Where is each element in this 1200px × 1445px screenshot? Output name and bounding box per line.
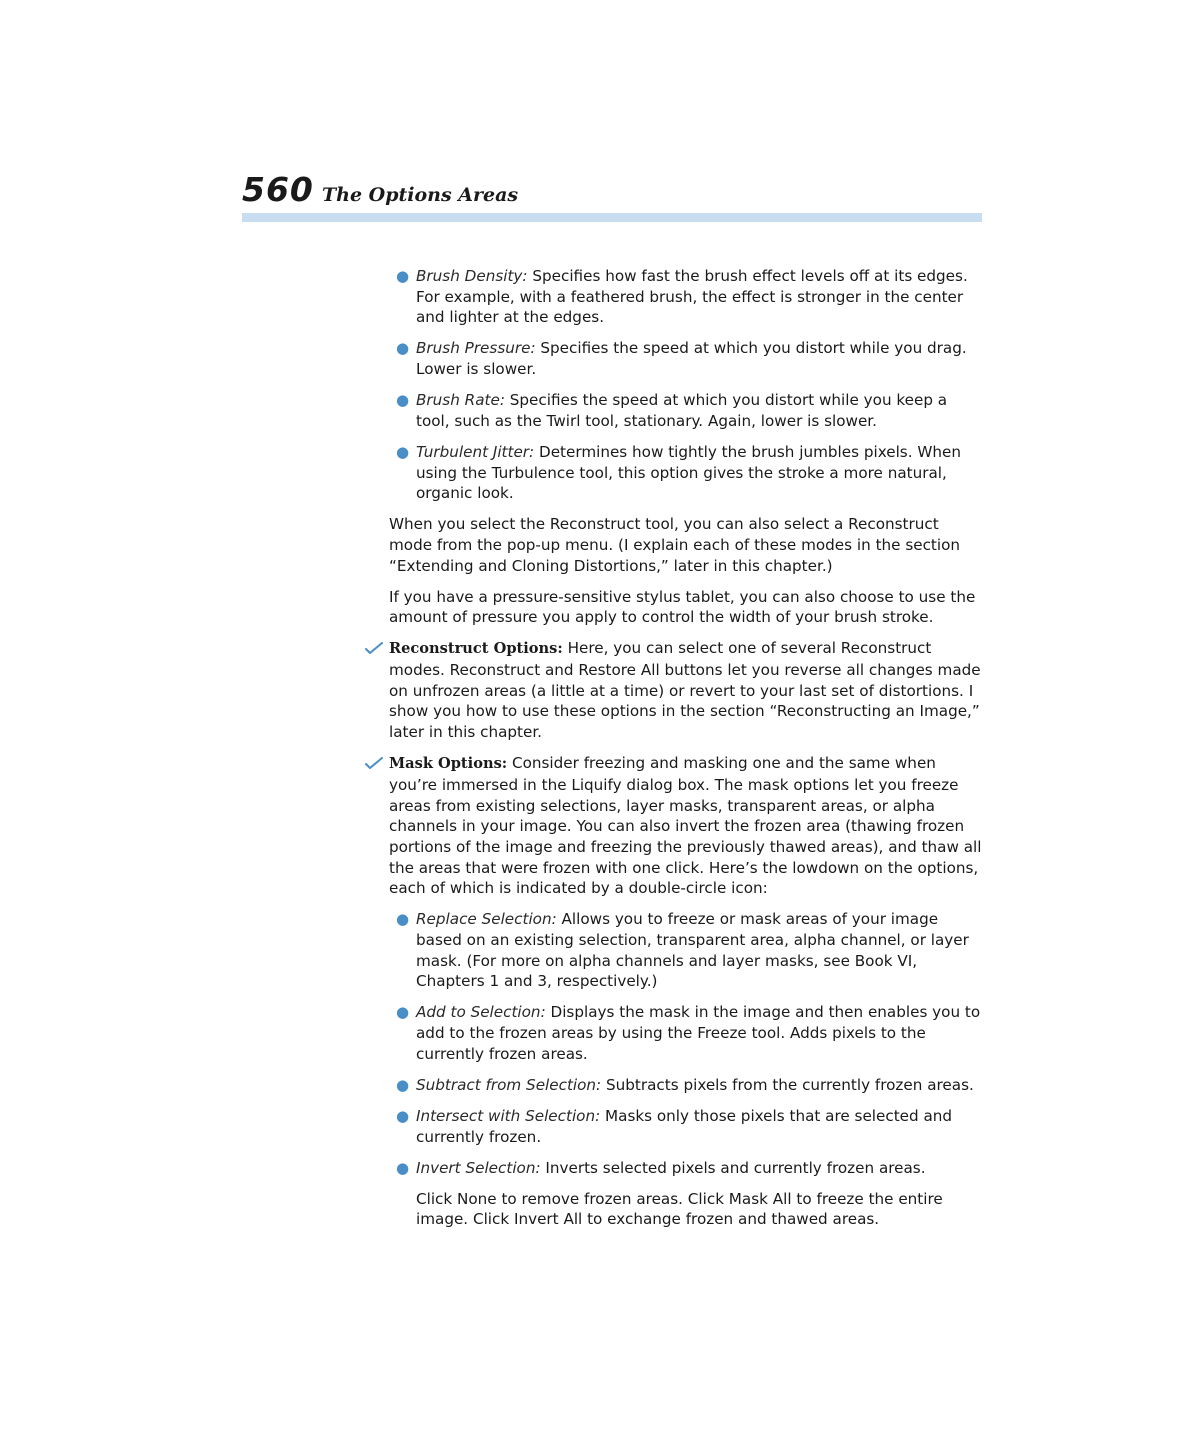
round-bullet-icon: ● [396, 339, 410, 358]
term-label: Brush Rate: [416, 391, 505, 410]
check-mark-icon [365, 642, 383, 654]
closing-paragraph: Click None to remove frozen areas. Click Mask All to freeze the entire image. Click Invert All to exchange frozen and thawed areas. [416, 1189, 943, 1229]
list-item [365, 390, 983, 431]
list-item [365, 442, 983, 504]
list-item [365, 909, 983, 992]
header-rule [242, 213, 982, 222]
term-description: Displays the mask in the image and then enables you to add to the frozen areas by using the Freeze tool. Adds pixels to the currently frozen areas. [416, 1003, 981, 1063]
term-description: Specifies the speed at which you distort while you keep a tool, such as the Twirl tool, stationary. Again, lower is slower. [416, 391, 948, 430]
term-label: Replace Selection: [416, 910, 557, 929]
body-paragraph: When you select the Reconstruct tool, you can also select a Reconstruct mode from the pop-up menu. (I explain each of these modes in the section “Extending and Cloning Distortions,” later in this chapter.) [389, 515, 961, 575]
round-bullet-icon: ● [396, 442, 410, 461]
term-label: Subtract from Selection: [416, 1075, 602, 1094]
term-label: Add to Selection: [416, 1003, 546, 1022]
round-bullet-icon: ● [396, 267, 410, 285]
term-label: Turbulent Jitter: [416, 442, 535, 461]
round-bullet-icon: ● [396, 391, 410, 410]
check-mark-icon [365, 757, 383, 769]
term-description: Inverts selected pixels and currently frozen areas. [545, 1158, 926, 1177]
round-bullet-icon: ● [396, 1075, 410, 1094]
term-label: Intersect with Selection: [416, 1106, 601, 1125]
term-description: Specifies the speed at which you distort while you drag. Lower is slower. [416, 339, 967, 379]
round-bullet-icon: ● [396, 1158, 410, 1177]
term-description: Consider freezing and masking one and the same when you’re immersed in the Liquify dialog box. The mask options let you freeze areas from existing selections, layer masks, transparent areas, or alpha channels in your image. You can also invert the frozen area (thawing frozen portions of the image and freezing the previously thawed areas), and thaw all the areas that were frozen with one click. Here’s the lowdown on the options, each of which is indicated by a double-circle icon: [389, 754, 982, 898]
term-description: Specifies how fast the brush effect levels off at its edges. For example, with a feathered brush, the effect is stronger in the center and lighter at the edges. [416, 267, 968, 327]
term-description: Determines how tightly the brush jumbles pixels. When using the Turbulence tool, this option gives the stroke a more natural, organic look. [416, 442, 961, 503]
page-number: 560 [242, 170, 314, 209]
page-body [365, 266, 983, 1240]
list-item [365, 1106, 983, 1147]
mask-options-item [365, 753, 983, 899]
list-item [365, 1075, 983, 1096]
term-description: Masks only those pixels that are selected and currently frozen. [416, 1106, 953, 1146]
list-item [365, 1158, 983, 1179]
term-description: Subtracts pixels from the currently frozen areas. [606, 1075, 974, 1094]
list-item [365, 1002, 983, 1064]
term-description: Allows you to freeze or mask areas of your image based on an existing selection, transparent area, alpha channel, or layer mask. (For more on alpha channels and layer masks, see Book VI, Chapters 1 and 3, respectively.) [416, 910, 969, 991]
running-head: The Options Areas [322, 184, 519, 206]
round-bullet-icon: ● [396, 1003, 410, 1022]
term-label: Brush Density: [416, 267, 528, 285]
list-item [365, 338, 983, 379]
term-description: Here, you can select one of several Reconstruct modes. Reconstruct and Restore All buttons let you reverse all changes made on unfrozen areas (a little at a time) or revert to your last set of distortions. I show you how to use these options in the section “Reconstructing an Image,” later in this chapter. [389, 639, 981, 742]
round-bullet-icon: ● [396, 910, 410, 929]
term-label: Mask Options: [389, 755, 508, 773]
term-label: Reconstruct Options: [389, 640, 563, 658]
term-label: Invert Selection: [416, 1158, 541, 1177]
round-bullet-icon: ● [396, 1106, 410, 1125]
term-label: Brush Pressure: [416, 339, 536, 358]
page-header [242, 168, 982, 224]
reconstruct-options-item [365, 638, 983, 743]
list-item [365, 266, 983, 328]
body-paragraph: If you have a pressure-sensitive stylus tablet, you can also choose to use the amount of pressure you apply to control the width of your brush stroke. [389, 587, 976, 627]
